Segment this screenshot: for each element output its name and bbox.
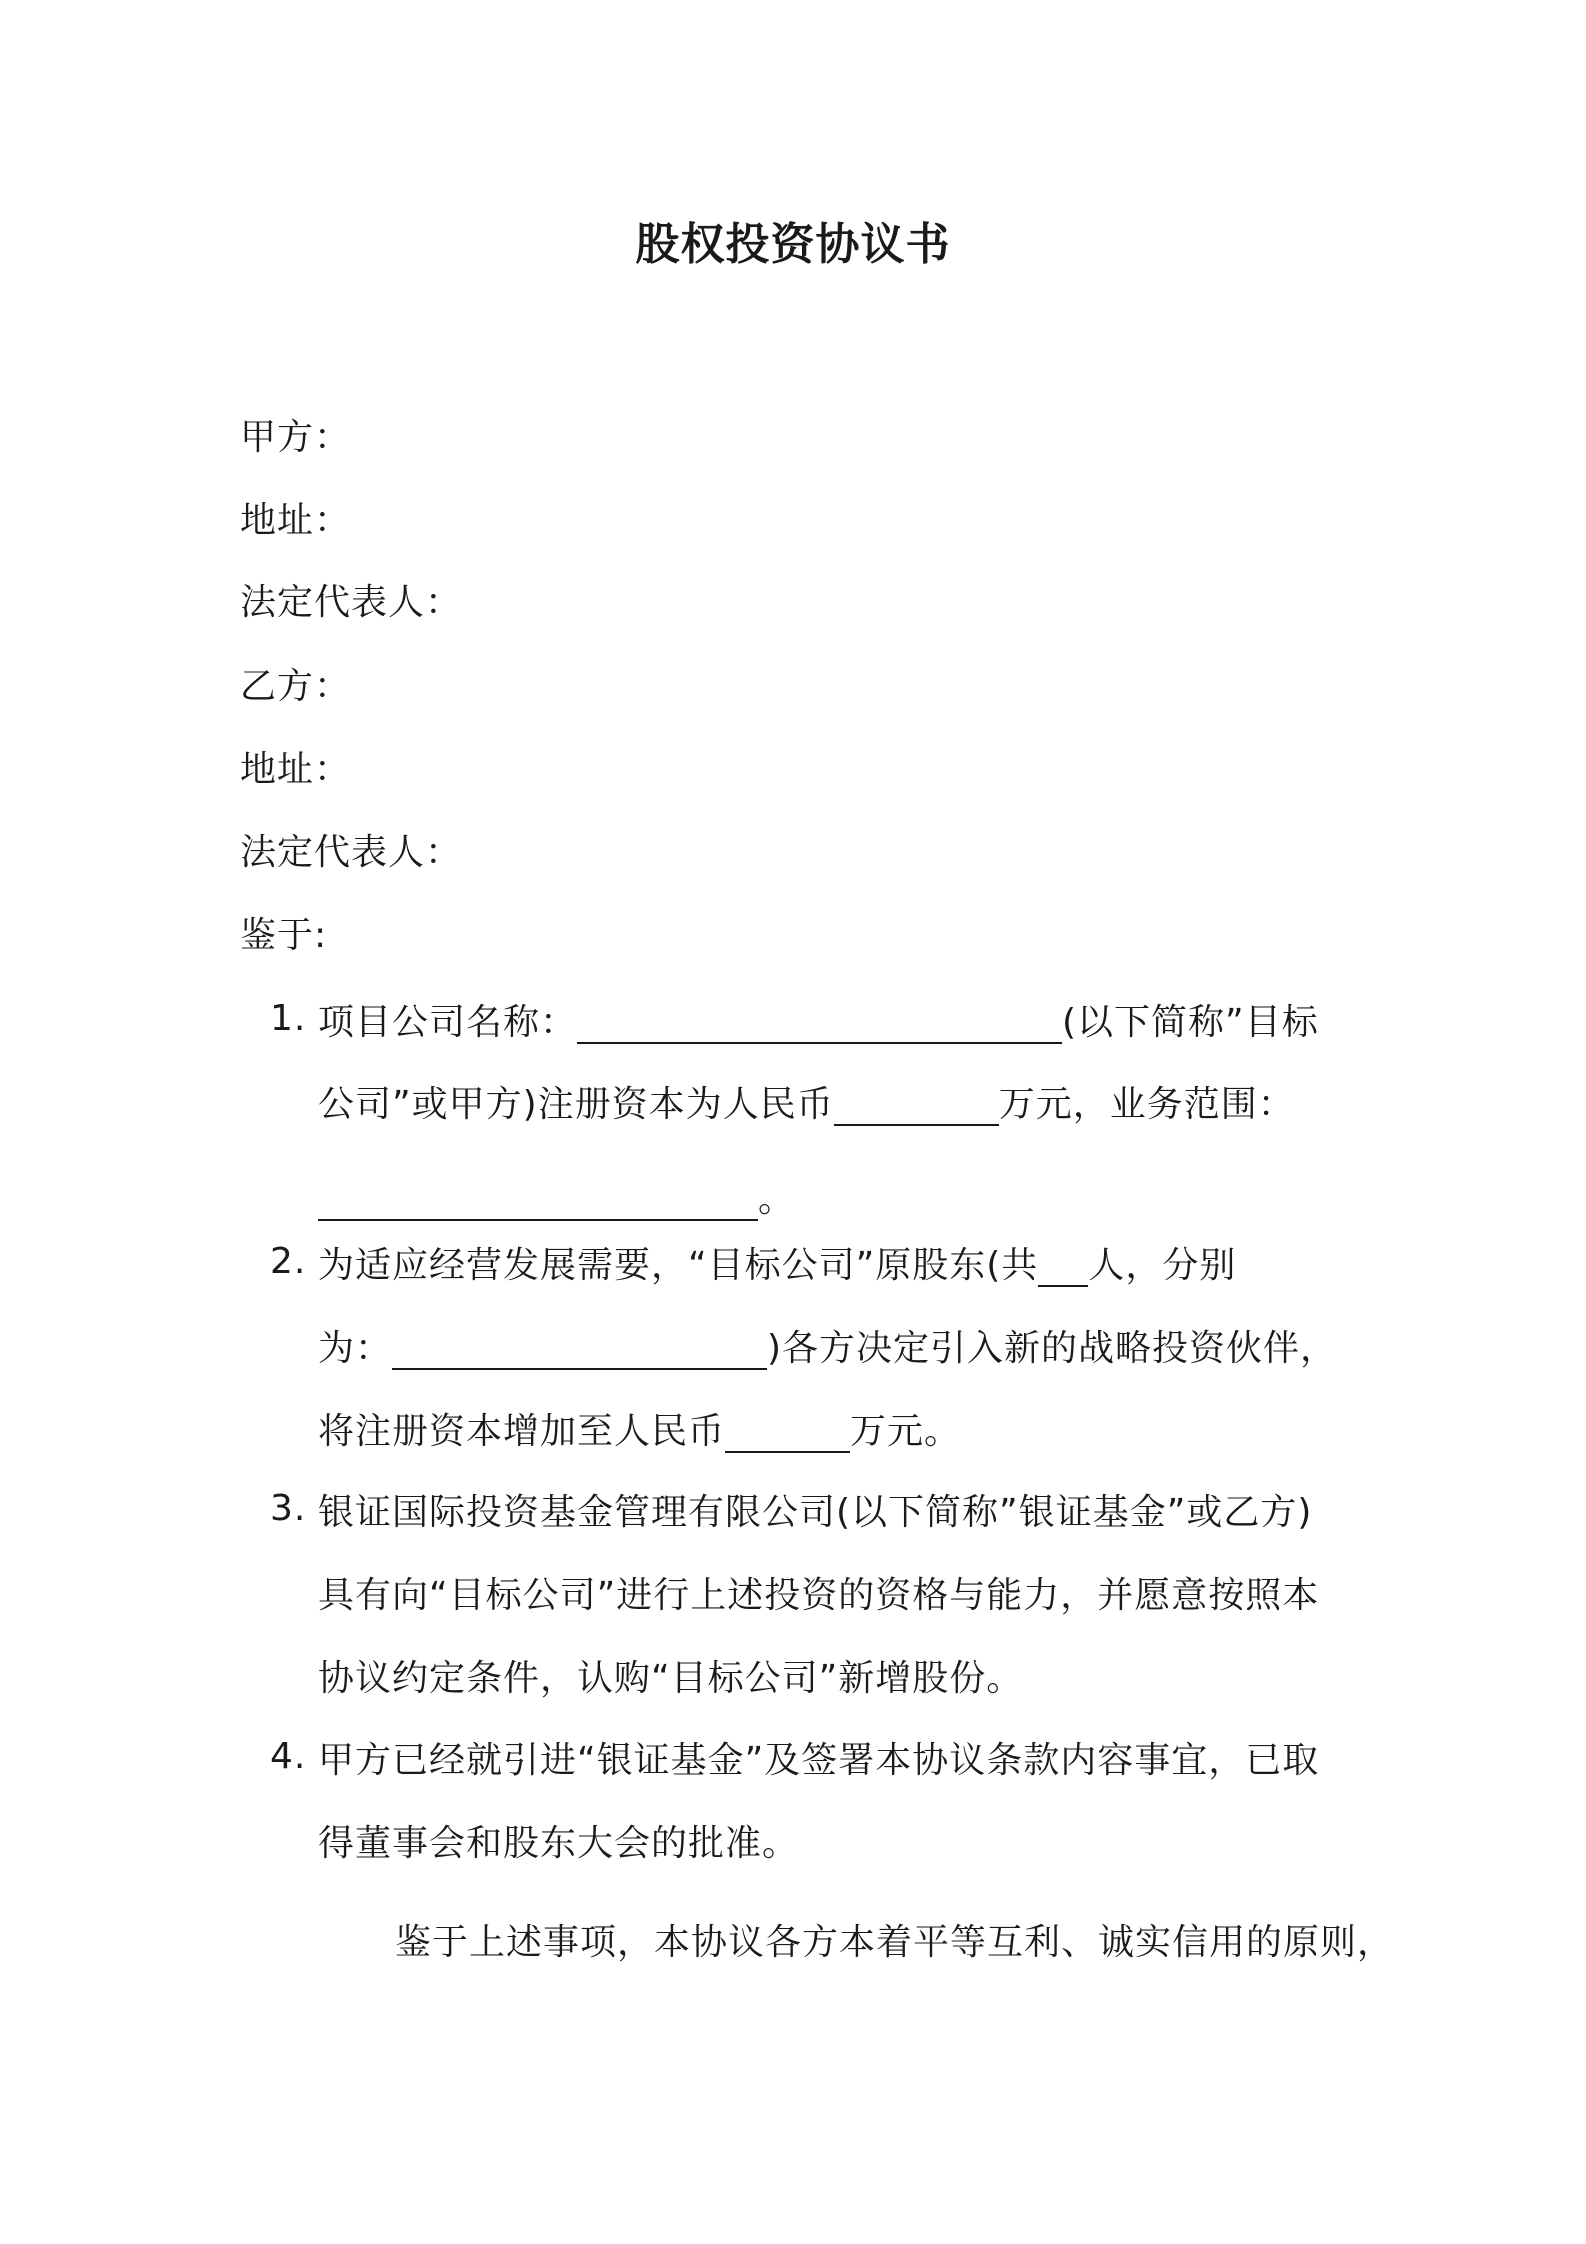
increased-capital-blank[interactable] [725,1411,850,1453]
list-item-line [318,1175,1368,1225]
business-scope-label: 万元，业务范围： [998,1084,1295,1125]
list-item-line: 具有向“目标公司”进行上述投资的资格与能力，并愿意按照本 [318,1575,1320,1616]
strategic-partner-text: )各方决定引入新的战略投资伙伴， [767,1328,1338,1369]
shareholder-names-blank[interactable] [392,1328,767,1370]
registered-capital-text: 公司”或甲方)注册资本为人民币 [318,1084,834,1125]
list-item-body [318,1241,1368,1457]
company-name-label: 项目公司名称： [318,1002,578,1043]
are-label: 为： [318,1328,393,1369]
list-item-line: 银证国际投资基金管理有限公司(以下简称”银证基金”或乙方) [318,1492,1313,1533]
business-scope-blank[interactable] [318,1179,758,1221]
increase-capital-text: 将注册资本增加至人民币 [318,1411,726,1452]
document-title: 股权投资协议书 [635,219,951,270]
list-item-line: 得董事会和股东大会的批准。 [318,1823,800,1864]
list-item-line: 协议约定条件，认购“目标公司”新增股份。 [318,1658,1024,1699]
list-item-line [318,1324,1368,1374]
list-item-line [318,1080,1368,1130]
list-item-body [318,998,1368,1225]
party-a-label: 甲方： [240,417,352,458]
shareholder-text: 为适应经营发展需要，“目标公司”原股东(共 [318,1245,1039,1286]
period-mark: 。 [758,1179,796,1220]
list-item-line: 甲方已经就引进“银证基金”及签署本协议条款内容事宜，已取 [318,1740,1320,1781]
abbreviation-text: (以下简称”目标 [1062,1002,1319,1043]
party-b-label: 乙方： [240,666,352,707]
company-name-blank[interactable] [577,1002,1062,1044]
list-item-line [318,1241,1368,1291]
list-item-number: 1. [270,998,307,1039]
party-a-address-label: 地址： [240,500,352,541]
list-item-number: 2. [270,1241,307,1282]
party-b-address-label: 地址： [240,749,352,790]
whereas-label: 鉴于: [240,915,328,956]
closing-paragraph: 鉴于上述事项，本协议各方本着平等互利、诚实信用的原则， [395,1922,1395,1963]
list-item-number: 3. [270,1488,307,1529]
registered-capital-blank[interactable] [834,1084,999,1126]
list-item-line [318,998,1368,1048]
party-a-legal-rep-label: 法定代表人： [240,582,463,623]
respectively-text: 人，分别 [1088,1245,1237,1286]
list-item-line [318,1407,1368,1457]
wan-yuan-text: 万元。 [850,1411,962,1452]
shareholder-count-blank[interactable] [1038,1245,1088,1287]
list-item-body [318,1488,1368,1704]
list-item-number: 4. [270,1736,307,1777]
party-b-legal-rep-label: 法定代表人： [240,832,463,873]
list-item-body [318,1736,1368,1869]
